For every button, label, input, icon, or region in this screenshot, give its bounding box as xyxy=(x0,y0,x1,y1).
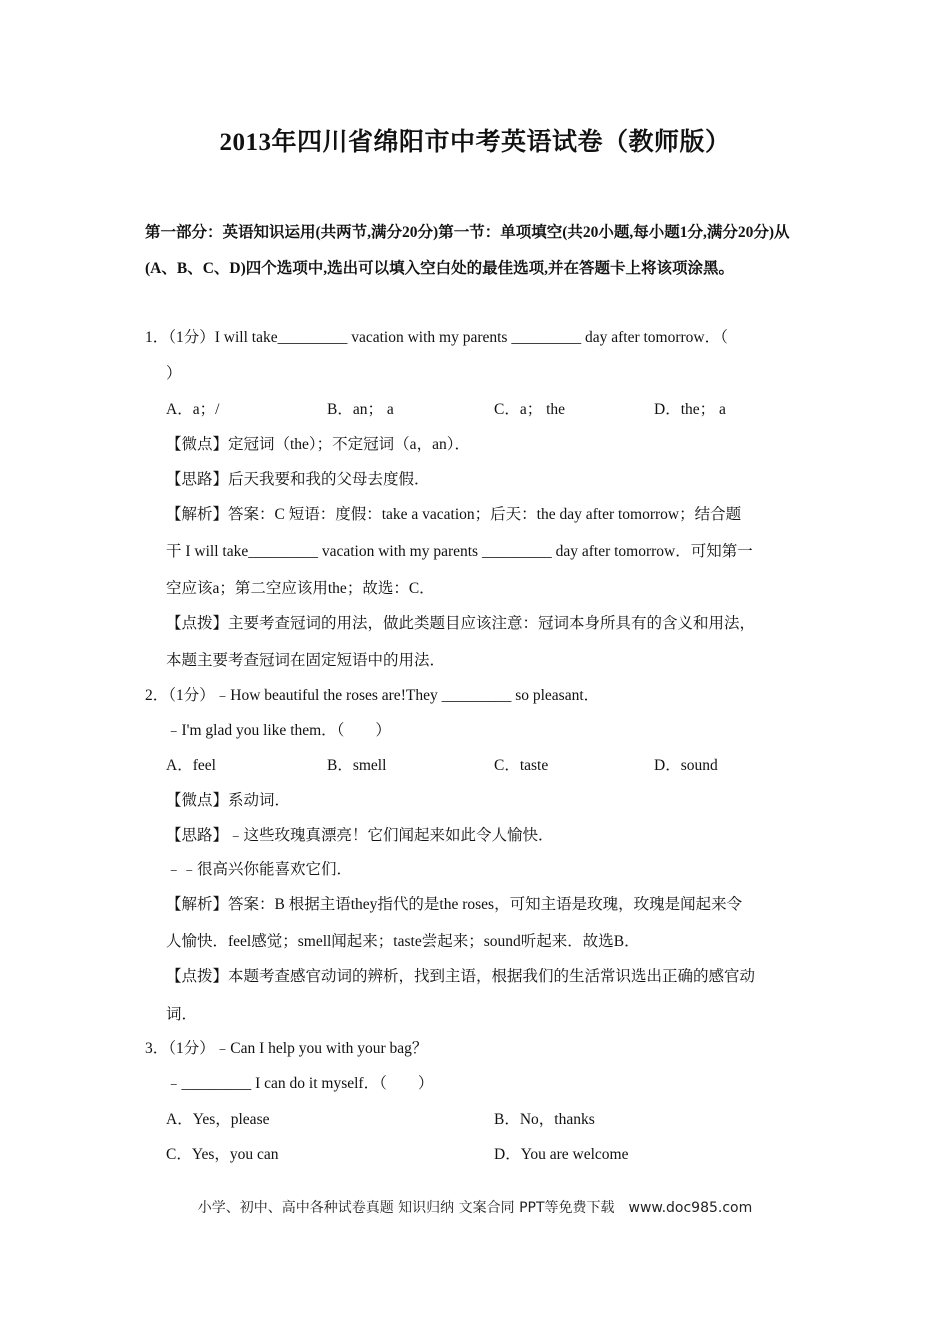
q2-silu-line2: ﹣﹣很高兴你能喜欢它们． xyxy=(166,861,353,878)
q1-dianbo-line1: 【点拨】主要考查冠词的用法，做此类题目应该注意：冠词本身所具有的含义和用法， xyxy=(166,615,756,632)
page-title: 2013年四川省绵阳市中考英语试卷（教师版） xyxy=(219,129,731,156)
q1-weidian: 【微点】定冠词（the）；不定冠词（a，an）． xyxy=(166,436,470,453)
q1-stem-cont: ） xyxy=(166,365,182,382)
q2-stem: 2．（1分）﹣How beautiful the roses are!They _________ so pleasant． xyxy=(145,687,600,704)
q2-jiexi-line2: 人愉快．feel感觉；smell闻起来；taste尝起来；sound听起来．故选B． xyxy=(166,933,640,950)
q2-option-b: B．smell xyxy=(327,757,387,774)
q2-jiexi-line1: 【解析】答案：B 根据主语they指代的是the roses，可知主语是玫瑰，玫瑰是闻起来令 xyxy=(166,896,743,913)
q1-option-b: B．an； a xyxy=(327,401,394,418)
q1-stem: 1．（1分）I will take_________ vacation with my parents _________ day after tomorrow．（ xyxy=(145,329,728,346)
q3-option-a: A．Yes，please xyxy=(166,1111,270,1128)
q2-dianbo-line1: 【点拨】本题考查感官动词的辨析，找到主语，根据我们的生活常识选出正确的感官动 xyxy=(166,968,756,985)
q3-stem-cont: ﹣_________ I can do it myself．（ ） xyxy=(166,1075,434,1092)
q1-option-a: A．a；/ xyxy=(166,401,220,418)
q1-jiexi-line1: 【解析】答案：C 短语：度假：take a vacation；后天：the day after tomorrow；结合题 xyxy=(166,506,742,523)
q3-option-b: B．No，thanks xyxy=(494,1111,595,1128)
q2-option-d: D．sound xyxy=(654,757,718,774)
q1-dianbo-line2: 本题主要考查冠词在固定短语中的用法． xyxy=(166,652,446,669)
q1-jiexi-line3: 空应该a；第二空应该用the；故选：C． xyxy=(166,580,435,597)
q2-dianbo-line2: 词． xyxy=(166,1006,198,1023)
q3-option-c: C．Yes，you can xyxy=(166,1146,279,1163)
q1-silu: 【思路】后天我要和我的父母去度假． xyxy=(166,471,430,488)
q3-option-d: D．You are welcome xyxy=(494,1146,629,1163)
page-footer: 小学、初中、高中各种试卷真题 知识归纳 文案合同 PPT等免费下载 www.doc985.com xyxy=(197,1200,753,1216)
q2-option-a: A．feel xyxy=(166,757,216,774)
section-intro: 第一部分：英语知识运用(共两节,满分20分)第一节：单项填空(共20小题,每小题1分,满分20分)从(A、B、C、D)四个选项中,选出可以填入空白处的最佳选项,并在答题卡上将该项涂黑。 xyxy=(145,224,790,277)
q1-option-d: D．the； a xyxy=(654,401,726,418)
q2-option-c: C．taste xyxy=(494,757,549,774)
q2-weidian: 【微点】系动词． xyxy=(166,792,291,809)
q3-stem: 3．（1分）﹣Can I help you with your bag？ xyxy=(145,1040,428,1057)
q1-option-c: C．a； the xyxy=(494,401,566,418)
q1-jiexi-line2: 干 I will take_________ vacation with my parents _________ day after tomorrow．可知第一 xyxy=(166,543,753,560)
q2-stem-cont: ﹣I'm glad you like them．（ ） xyxy=(166,722,391,739)
q2-silu-line1: 【思路】﹣这些玫瑰真漂亮！它们闻起来如此令人愉快． xyxy=(166,827,554,844)
